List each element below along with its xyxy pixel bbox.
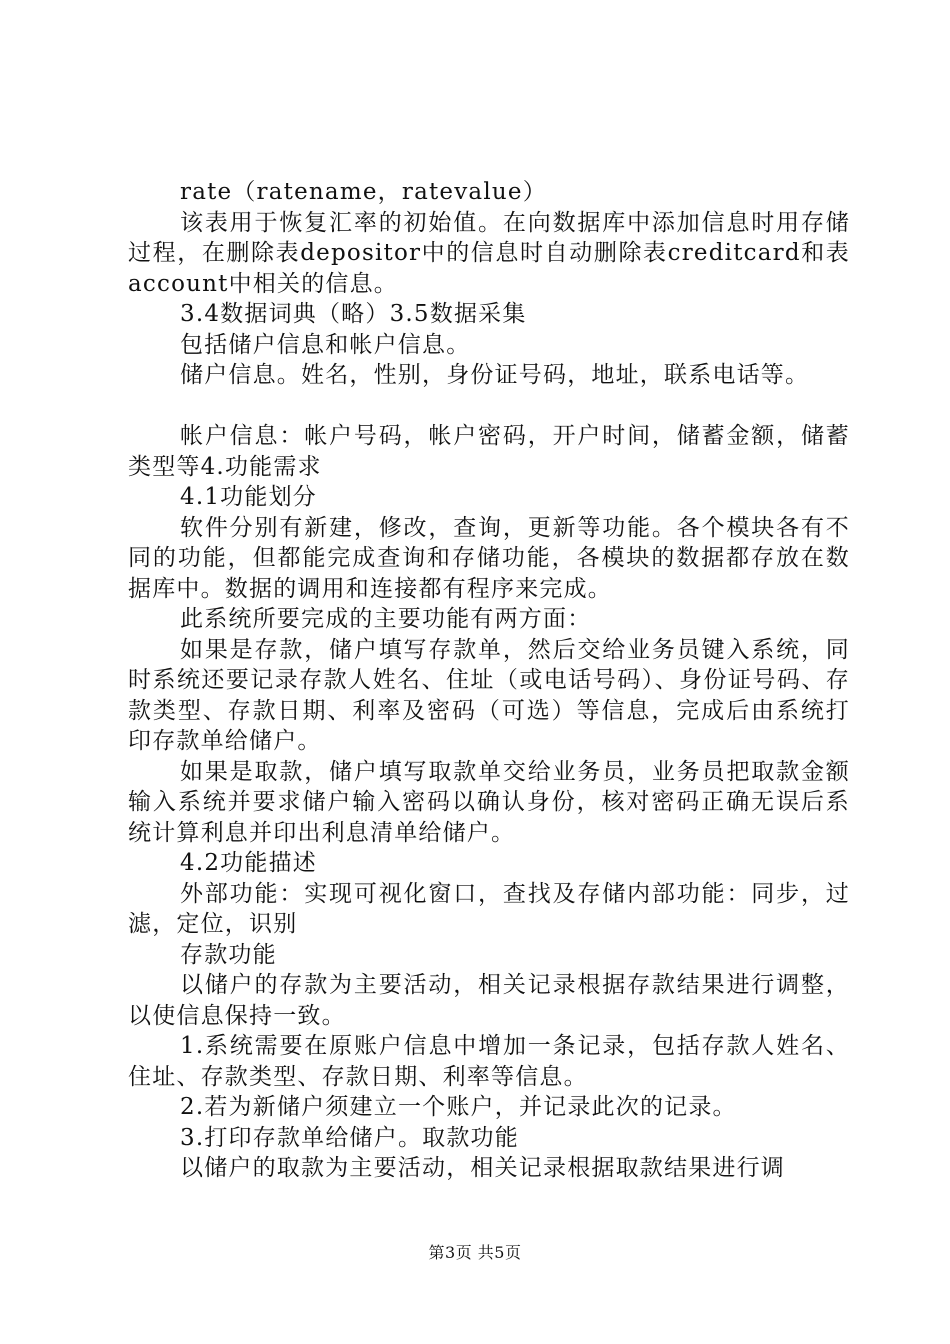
paragraph-deposit-flow: 如果是存款，储户填写存款单，然后交给业务员键入系统，同时系统还要记录存款人姓名、住址（或电话号码）、身份证号码、存款类型、存款日期、利率及密码（可选）等信息，完成后由系统打印存款单给储户。: [128, 636, 850, 754]
list-item-deposit-step-1: 1.系统需要在原账户信息中增加一条记录，包括存款人姓名、住址、存款类型、存款日期、利率等信息。: [128, 1033, 850, 1090]
paragraph-main-functions: 此系统所要完成的主要功能有两方面：: [180, 606, 592, 632]
paragraph-rate-table-description: 该表用于恢复汇率的初始值。在向数据库中添加信息时用存储过程，在删除表depositor中的信息时自动删除表creditcard和表account中相关的信息。: [128, 209, 850, 297]
paragraph-withdraw-flow: 如果是取款，储户填写取款单交给业务员，业务员把取款金额输入系统并要求储户输入密码以确认身份，核对密码正确无误后系统计算利息并印出利息清单给储户。: [128, 758, 850, 846]
section-heading-function-division: 4.1功能划分: [180, 484, 317, 510]
paragraph-deposit-activity: 以储户的存款为主要活动，相关记录根据存款结果进行调整，以使信息保持一致。: [128, 972, 850, 1029]
page-number-footer: 第3页 共5页: [428, 1243, 522, 1262]
document-body: [128, 177, 850, 1184]
paragraph-external-functions: 外部功能：实现可视化窗口，查找及存储内部功能：同步，过滤，定位，识别: [128, 880, 850, 937]
paragraph-data-collection: 包括储户信息和帐户信息。: [180, 331, 471, 358]
paragraph-withdraw-activity: 以储户的取款为主要活动，相关记录根据取款结果进行调: [180, 1155, 785, 1181]
list-item-deposit-step-3: 3.打印存款单给储户。取款功能: [180, 1124, 519, 1151]
subheading-deposit-function: 存款功能: [180, 941, 277, 968]
blank-line: [128, 391, 850, 422]
paragraph-software-modules: 软件分别有新建，修改，查询，更新等功能。各个模块各有不同的功能，但都能完成查询和存储功能，各模块的数据都存放在数据库中。数据的调用和连接都有程序来完成。: [128, 514, 850, 602]
paragraph-depositor-info: 储户信息。姓名，性别，身份证号码，地址，联系电话等。: [180, 362, 810, 388]
list-item-deposit-step-2: 2.若为新储户须建立一个账户，并记录此次的记录。: [180, 1094, 737, 1120]
paragraph-account-info: 帐户信息：帐户号码，帐户密码，开户时间，储蓄金额，储蓄类型等4.功能需求: [128, 423, 850, 480]
section-heading-data-dictionary: 3.4数据词典（略）3.5数据采集: [180, 301, 527, 327]
section-heading-function-description: 4.2功能描述: [180, 850, 317, 876]
paragraph-rate-table: rate（ratename，ratevalue）: [180, 179, 547, 205]
